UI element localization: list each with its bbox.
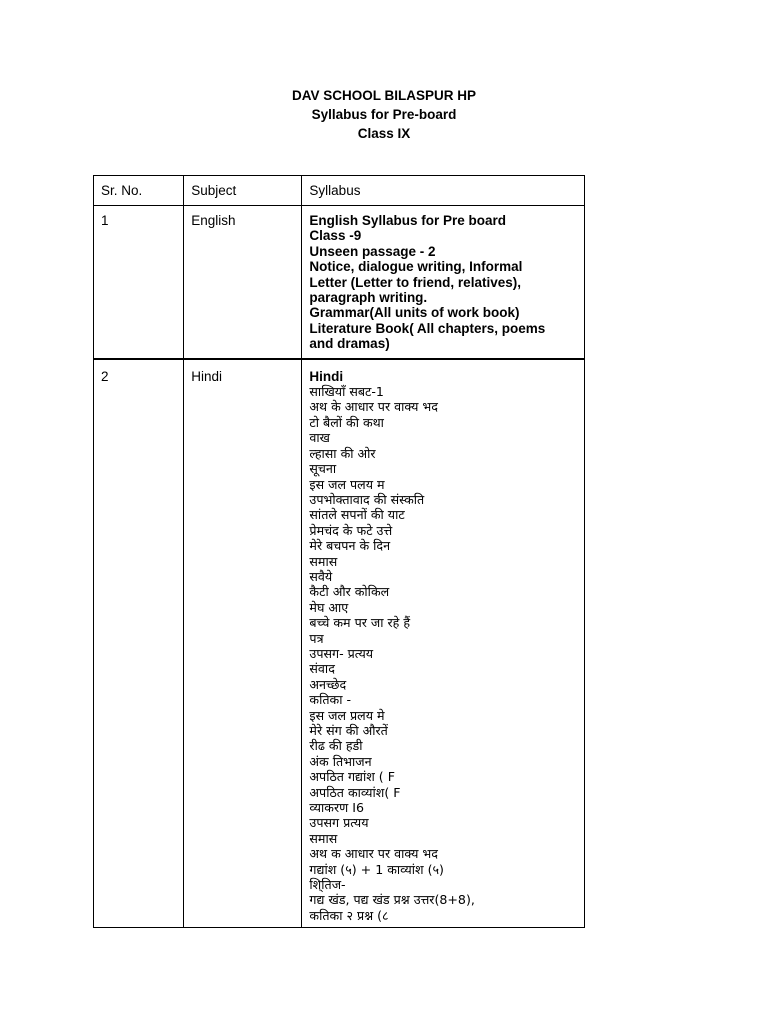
class-name: Class IX <box>357 126 411 141</box>
syllabus-line: मेघ आए <box>309 599 349 615</box>
document-header <box>0 86 768 143</box>
syllabus-line: मेरे संग की औरतें <box>309 723 388 738</box>
table-row <box>94 359 585 928</box>
syllabus-line: English Syllabus for Pre board <box>309 213 506 228</box>
syllabus-lines <box>309 213 577 352</box>
syllabus-line: टो बैलों की कथा <box>309 414 384 430</box>
syllabus-line: Letter (Letter to friend, relatives), <box>309 274 521 290</box>
syllabus-line: कतिका २ प्रश्न (८ <box>309 907 389 923</box>
syllabus-lines <box>309 369 577 924</box>
syllabus-line: समास <box>309 553 338 569</box>
syllabus-line: मेरे बचपन के दिन <box>309 538 391 554</box>
syllabus-line: वाख <box>309 430 330 446</box>
sr-no-cell: 2 <box>94 359 184 928</box>
syllabus-line: paragraph writing. <box>309 290 428 306</box>
syllabus-line: कतिका - <box>309 692 352 708</box>
sr-no-cell: 1 <box>94 206 184 359</box>
syllabus-line: गद्यांश (५) + 1 काव्यांश (५) <box>309 861 444 877</box>
syllabus-line: पत्र <box>309 630 324 646</box>
subject-cell: English <box>184 206 302 359</box>
syllabus-line: Hindi <box>309 368 344 384</box>
column-header-syllabus: Syllabus <box>302 176 585 206</box>
school-name: DAV SCHOOL BILASPUR HP <box>291 88 477 103</box>
syllabus-line: अपठित काव्यांश( F <box>309 784 401 800</box>
syllabus-line: ल्हासा की ओर <box>309 445 376 461</box>
syllabus-line: शि्तिज- <box>309 877 346 893</box>
syllabus-line: बच्चे कम पर जा रहे हैं <box>309 615 411 631</box>
syllabus-line: अथ के आधार पर वाक्य भद <box>309 399 438 415</box>
column-header-sr-no: Sr. No. <box>94 176 184 206</box>
syllabus-line: व्याकरण I6 <box>309 800 364 816</box>
syllabus-line: उपभोक्तावाद की संस्कति <box>309 491 425 507</box>
table-row <box>94 206 585 359</box>
syllabus-line: रीढ की हडी <box>309 738 363 754</box>
syllabus-line: सूचना <box>309 461 337 477</box>
syllabus-line: Unseen passage - 2 <box>309 243 436 259</box>
syllabus-line: and dramas) <box>309 336 390 352</box>
syllabus-line: सांतले सपनों की याट <box>309 507 405 523</box>
syllabus-line: अपठित गद्यांश ( F <box>309 769 395 785</box>
syllabus-line: उपसग- प्रत्यय <box>309 645 374 661</box>
syllabus-table <box>93 175 585 928</box>
syllabus-line: अनच्छेद <box>309 676 347 692</box>
syllabus-line: Notice, dialogue writing, Informal <box>309 259 523 275</box>
syllabus-line: इस जल प्रलय मे <box>309 707 385 723</box>
syllabus-cell <box>302 206 585 359</box>
syllabus-line: साखियाँ सबट-1 <box>309 384 384 400</box>
syllabus-line: संवाद <box>309 661 335 677</box>
syllabus-line: सवैये <box>309 568 333 584</box>
syllabus-line: अथ क आधार पर वाक्य भद <box>309 846 438 862</box>
syllabus-line: इस जल पलय म <box>309 476 385 492</box>
syllabus-line: गद्य खंड, पद्य खंड प्रश्न उत्तर(8+8), <box>309 892 475 908</box>
syllabus-line: कैटी और कोकिल <box>309 584 390 600</box>
subject-cell: Hindi <box>184 359 302 928</box>
syllabus-line: Class -9 <box>309 228 362 244</box>
column-header-subject: Subject <box>184 176 302 206</box>
syllabus-line: प्रेमचंद के फटे उत्ते <box>309 522 393 538</box>
syllabus-line: उपसग प्रत्यय <box>309 815 369 831</box>
syllabus-line: Literature Book( All chapters, poems <box>309 320 546 336</box>
syllabus-line: समास <box>309 830 338 846</box>
table-header-row <box>94 176 585 206</box>
document-title: Syllabus for Pre-board <box>311 107 457 122</box>
syllabus-cell <box>302 359 585 928</box>
syllabus-line: अंक तिभाजन <box>309 753 372 769</box>
syllabus-line: Grammar(All units of work book) <box>309 305 520 321</box>
